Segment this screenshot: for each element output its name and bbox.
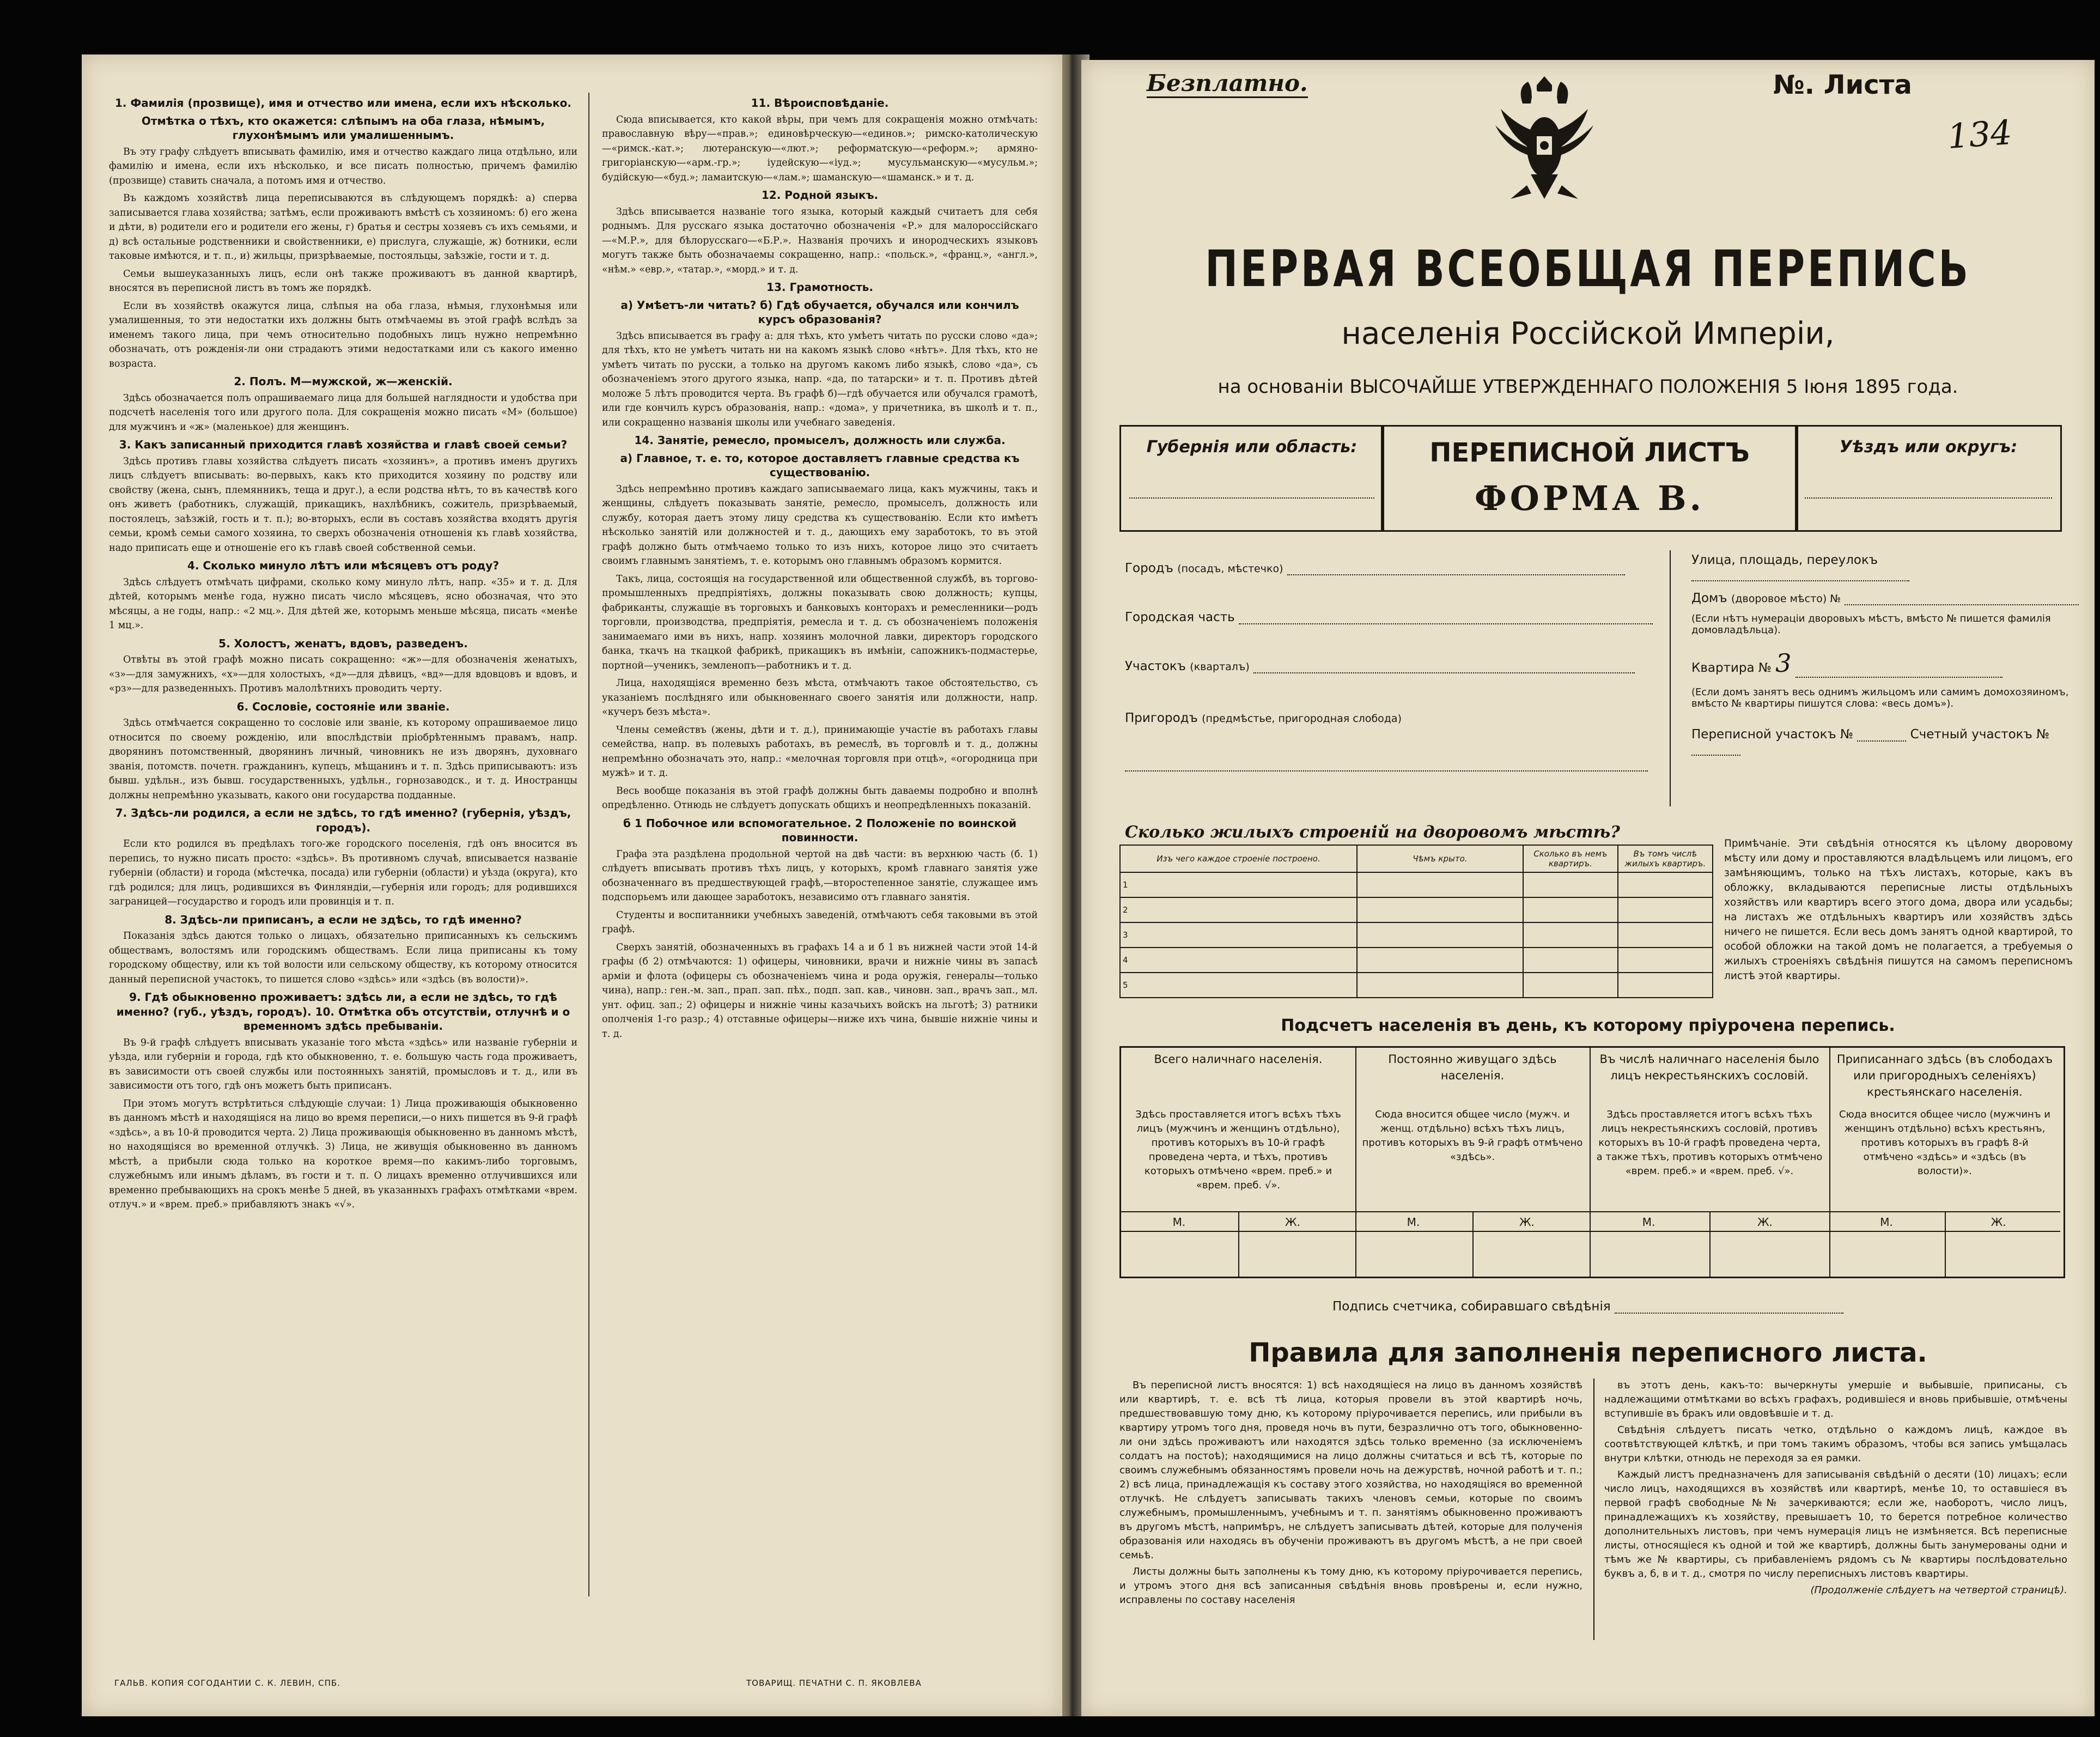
buildings-table-cell[interactable] <box>1357 872 1523 897</box>
instruction-heading: 2. Полъ. М—мужской, ж—женскій. <box>234 375 453 388</box>
male-label: М. <box>1880 1216 1893 1229</box>
census-precinct-field[interactable] <box>1691 727 2095 756</box>
enumerator-signature-line[interactable] <box>1081 1299 2095 1314</box>
population-column-header: Всего наличнаго населенія. <box>1154 1053 1323 1066</box>
city-part-line <box>1239 612 1653 624</box>
male-female-divider <box>1238 1212 1239 1278</box>
instruction-paragraph: Здѣсь вписывается названіе того языка, который каждый считаетъ для себя роднымъ. Для русскаго языка достаточно обозначенія «Р.» для малороссійскаго—«М.Р.», для бѣлорусскаго—«Б.Р.». Названія прочихъ и инородческихъ языковъ могутъ также быть обозначаемы сокращенно, напр.: «польск.», «франц.», «англ.», «нѣм.» «евр.», «татар.», «морд.» и т. д. <box>602 206 1038 275</box>
district-line <box>1805 497 2052 499</box>
signature-label: Подпись счетчика, собиравшаго свѣдѣнія <box>1332 1299 1611 1314</box>
buildings-table-header: Изъ чего каждое строеніе построено. <box>1120 845 1357 872</box>
instruction-paragraph: Весь вообще показанія въ этой графѣ должны быть даваемы подробно и вполнѣ опредѣленно. Отнюдь не слѣдуетъ допускать общихъ и неопредѣленныхъ показаній. <box>602 785 1038 811</box>
instruction-heading: 9. Гдѣ обыкновенно проживаетъ: здѣсь ли, а если не здѣсь, то гдѣ именно? (губ., уѣздъ, городъ). 10. Отмѣтка объ отсутствіи, отлучнѣ и о временномъ здѣсь пребываніи. <box>116 991 570 1033</box>
buildings-table-row <box>1120 948 1713 973</box>
buildings-table-cell[interactable] <box>1523 973 1618 998</box>
instruction-paragraph: Здѣсь слѣдуетъ отмѣчать цифрами, сколько кому минуло лѣтъ, напр. «35» и т. д. Для дѣтей, которымъ менѣе года, нужно писать число мѣсяцевъ, ясно обозначая, что это мѣсяцы, а не годы, напр.: «2 мц.». Для дѣтей же, которымъ меньше мѣсяца, писать «менѣе 1 мц.». <box>109 576 577 631</box>
population-column <box>1829 1048 2060 1277</box>
apartment-value: 3 <box>1775 648 1792 678</box>
rules-paragraph: Каждый листъ предназначенъ для записыванія свѣдѣній о десяти (10) лицахъ; если число лицъ, находящихся въ хозяйствѣ или квартирѣ, менѣе 10, то оставшіеся въ первой графѣ свободные №№ зачеркиваются; если же, наоборотъ, число лицъ, принадлежащихъ къ хозяйству, превышаетъ 10, то берется потребное количество дополнительныхъ листовъ, при чемъ нумерація лицъ не измѣняется. Всѣ переписные листы, относящіеся къ одной и той же квартирѣ, должны быть занумерованы одни и тѣмъ же № квартиры, съ прибавленіемъ рядомъ съ № квартиры послѣдовательно буквъ а, б, в и т. д., смотря по числу переписныхъ листовъ квартиры. <box>1604 1469 2067 1580</box>
house-footnote: (Если нѣтъ нумераціи дворовыхъ мѣстъ, вмѣсто № пишется фамилія домовладѣльца). <box>1691 613 2051 636</box>
male-female-divider <box>1472 1212 1474 1278</box>
population-column <box>1355 1048 1591 1277</box>
instruction-heading: 5. Холостъ, женатъ, вдовъ, разведенъ. <box>218 636 468 650</box>
free-label: Безплатно. <box>1147 70 1308 98</box>
male-female-divider <box>1709 1212 1711 1278</box>
buildings-question: Сколько жилыхъ строеній на дворовомъ мѣстѣ? <box>1125 823 1620 842</box>
male-female-header-rule <box>1829 1231 2060 1232</box>
instruction-paragraph: Лица, находящіяся временно безъ мѣста, отмѣчаютъ такое обстоятельство, съ указаніемъ послѣдняго или обыкновеннаго своего занятія или должности, напр. «кучеръ безъ мѣста». <box>602 678 1038 718</box>
male-female-cells[interactable] <box>1829 1211 2060 1278</box>
population-column <box>1590 1048 1830 1277</box>
buildings-table-row <box>1120 922 1713 948</box>
buildings-table-header: Въ томъ числѣ жилыхъ квартиръ. <box>1618 845 1713 872</box>
instruction-paragraph: Здѣсь непремѣнно противъ каждаго записываемаго лица, какъ мужчины, такъ и женщины, слѣдуетъ показывать занятіе, ремесло, промыселъ, должность или службу, которая даетъ этому лицу средства къ существованію. Если кто имѣетъ нѣсколько занятій или должностей и т. д., дающихъ ему заработокъ, то въ этой графѣ должно быть отмѣчаемо только то изъ нихъ, которое лицо это считаетъ своимъ главнымъ занятіемъ, т. е. которымъ оно главнымъ образомъ кормится. <box>602 483 1038 567</box>
buildings-row-number: 1 <box>1120 872 1357 897</box>
house-line <box>1845 593 2079 605</box>
buildings-table-row <box>1120 897 1713 922</box>
population-column-header: Постоянно живущаго здѣсь населенія. <box>1388 1053 1557 1082</box>
precinct-line <box>1253 661 1635 673</box>
province-line <box>1129 497 1374 499</box>
population-column-text: Сюда вносится общее число (мужчинъ и женщинъ отдѣльно) всѣхъ крестьянъ, противъ которыхъ въ графѣ 8-й отмѣчено «здѣсь» и «здѣсь (въ волости)». <box>1839 1109 2050 1177</box>
instruction-paragraph: Семьи вышеуказанныхъ лицъ, если онѣ также проживаютъ въ данной квартирѣ, вносятся въ переписной листъ въ томъ же порядкѣ. <box>109 268 577 294</box>
buildings-table-cell[interactable] <box>1523 948 1618 973</box>
male-label: М. <box>1642 1216 1655 1229</box>
buildings-table-cell[interactable] <box>1618 897 1713 922</box>
house-note: (дворовое мѣсто) № <box>1731 593 1841 605</box>
city-label: Городъ <box>1125 561 1173 575</box>
population-column-header: Приписаннаго здѣсь (въ слободахъ или пригородныхъ селеніяхъ) крестьянскаго населенія. <box>1836 1053 2053 1098</box>
buildings-table-cell[interactable] <box>1618 948 1713 973</box>
instruction-paragraph: Отвѣты въ этой графѣ можно писать сокращенно: «ж»—для обозначенія женатыхъ, «з»—для замужнихъ, «х»—для холостыхъ, «д»—для дѣвицъ, «вд»—для вдовцовъ и вдовъ, и «рз»—для разведенныхъ. Противъ малолѣтнихъ проводить черту. <box>109 654 577 694</box>
instruction-heading: Отмѣтка о тѣхъ, кто окажется: слѣпымъ на оба глаза, нѣмымъ, глухонѣмымъ или умалишеннымъ. <box>141 114 545 142</box>
house-field[interactable] <box>1691 591 2079 605</box>
buildings-table-cell[interactable] <box>1357 948 1523 973</box>
buildings-table-cell[interactable] <box>1618 872 1713 897</box>
province-field[interactable] <box>1119 425 1384 532</box>
male-female-divider <box>1945 1212 1946 1278</box>
suburb-label: Пригородъ <box>1125 711 1198 725</box>
buildings-table-header: Сколько въ немъ квартиръ. <box>1523 845 1618 872</box>
district-label: Уѣздъ или округъ: <box>1839 438 2018 457</box>
apartment-label: Квартира № <box>1691 661 1772 675</box>
buildings-table-cell[interactable] <box>1523 897 1618 922</box>
left-page <box>82 54 1062 1716</box>
buildings-table-row <box>1120 973 1713 998</box>
female-label: Ж. <box>1757 1216 1773 1229</box>
male-label: М. <box>1172 1216 1186 1229</box>
suburb-field[interactable] <box>1125 711 1402 725</box>
instruction-paragraph: Въ 9-й графѣ слѣдуетъ вписывать указаніе того мѣста «здѣсь» или названіе губерніи и уѣзда, или губерніи и города, гдѣ кто обыкновенно, т. е. большую часть года проживаетъ, въ зависимости отъ своей службы или постоянныхъ занятій, промысловъ и т. д., или въ зависимости отъ того, гдѣ онъ можетъ быть приписанъ. <box>109 1037 577 1091</box>
buildings-table <box>1119 845 1713 998</box>
rules-paragraph: въ этотъ день, какъ-то: вычеркнуты умершіе и выбывшіе, приписаны, съ надлежащими отмѣтками во всѣхъ графахъ, родившіеся и вновь прибывшіе, отмѣчены вступившіе въ бракъ или овдовѣвшіе и т. д. <box>1604 1380 2067 1419</box>
buildings-table-cell[interactable] <box>1523 872 1618 897</box>
buildings-table-header: Чѣмъ крыто. <box>1357 845 1523 872</box>
precinct-field[interactable] <box>1125 659 1635 673</box>
rules-paragraph: Свѣдѣнія слѣдуетъ писать четко, отдѣльно о каждомъ лицѣ, каждое въ соотвѣтствующей клѣткѣ, и при томъ такимъ образомъ, чтобы вся запись умѣщалась внутри клѣтки, отнюдь не переходя за ея рамки. <box>1604 1424 2067 1464</box>
district-field[interactable] <box>1795 425 2062 532</box>
male-female-header-rule <box>1355 1231 1590 1232</box>
instruction-paragraph: Такъ, лица, состоящія на государственной или общественной службѣ, въ торгово-промышленныхъ предпріятіяхъ, должны показывать свою должность; купцы, фабриканты, служащіе въ торговыхъ и банковыхъ конторахъ и ремесленники—родъ торговли, производства, предпріятія, ремесла и т. д. съ обозначеніемъ положенія занимаемаго ими въ нихъ, напр. хозяинъ молочной лавки, директоръ городского банка, ткачъ на ткацкой фабрикѣ, прикащикъ въ имѣніи, сапожникъ-подмастерье, портной—ученикъ, земленопъ—работникъ и т. д. <box>602 573 1038 671</box>
male-female-cells[interactable] <box>1121 1211 1355 1278</box>
buildings-table-cell[interactable] <box>1618 922 1713 948</box>
column-divider <box>588 93 589 1596</box>
city-line <box>1287 563 1625 575</box>
instruction-paragraph: Студенты и воспитанники учебныхъ заведеній, отмѣчаютъ себя таковыми въ этой графѣ. <box>602 909 1038 935</box>
imprint-left: ГАЛЬВ. КОПИЯ СОГОДАНТИИ С. К. ЛЕВИН, СПБ. <box>114 1678 340 1688</box>
house-label: Домъ <box>1691 591 1727 605</box>
male-female-header-rule <box>1121 1231 1355 1232</box>
apartment-footnote: (Если домъ занятъ весь однимъ жильцомъ или самимъ домохозяиномъ, вмѣсто № квартиры пишутся слова: «весь домъ»). <box>1691 687 2069 709</box>
signature-line <box>1615 1302 1843 1314</box>
form-header-box <box>1119 425 2062 529</box>
instruction-heading: а) Главное, т. е. то, которое доставляетъ главные средства къ существованію. <box>620 451 1020 479</box>
buildings-row-number: 4 <box>1120 948 1357 973</box>
instruction-paragraph: Показанія здѣсь даются только о лицахъ, обязательно приписанныхъ къ сельскимъ обществамъ, волостямъ или городскимъ обществамъ. Если лица приписаны къ тому городскому обществу, или къ той волости или сельскому обществу, къ которому относится данный переписной участокъ, то пишется слово «здѣсь» или «здѣсь (въ волости)». <box>109 931 577 985</box>
instruction-paragraph: Въ каждомъ хозяйствѣ лица переписываются въ слѣдующемъ порядкѣ: а) сперва записывается глава хозяйства; затѣмъ, если проживаютъ вмѣстѣ съ хозяиномъ: б) его жена и дѣти, в) родители его и родители его жены, г) братья и сестры хозяевъ съ ихъ семьями, и д) всѣ остальные родственники и свойственники, е) прислуга, служащіе, ж) ботники, если таковые имѣются, и т. п., и) жильцы, призрѣваемые, постояльцы, заѣзжіе, гости и т. д. <box>109 193 577 262</box>
suburb-note: (предмѣстье, пригородная слобода) <box>1202 713 1402 725</box>
city-note: (посадъ, мѣстечко) <box>1177 563 1283 575</box>
handwritten-sheet-number: 134 <box>1946 112 2013 157</box>
instruction-paragraph: Здѣсь обозначается полъ опрашиваемаго лица для большей наглядности и удобства при подсчетѣ населенія того или другого пола. Для сокращенія можно писать «М» (большое) для мужчинъ и «ж» (маленькое) для женщинъ. <box>109 392 577 433</box>
instruction-heading: 6. Сословіе, состояніе или званіе. <box>236 700 450 713</box>
buildings-table-cell[interactable] <box>1357 922 1523 948</box>
population-column-header: Въ числѣ наличнаго населенія было лицъ некрестьянскихъ сословій. <box>1599 1053 1819 1082</box>
apartment-field[interactable] <box>1691 648 2002 678</box>
instruction-heading: 12. Родной языкъ. <box>761 189 879 202</box>
buildings-table-row <box>1120 872 1713 897</box>
female-label: Ж. <box>1991 1216 2006 1229</box>
buildings-row-number: 5 <box>1120 973 1357 998</box>
female-label: Ж. <box>1285 1216 1300 1229</box>
imprint-right: ТОВАРИЩ. ПЕЧАТНИ С. П. ЯКОВЛЕВА <box>746 1678 922 1688</box>
population-column-text: Сюда вносится общее число (мужч. и женщ. отдѣльно) всѣхъ тѣхъ лицъ, противъ которыхъ въ 9-й графѣ отмѣчено «здѣсь». <box>1362 1109 1583 1163</box>
precinct-label: Участокъ <box>1125 659 1186 673</box>
rules-divider <box>1593 1378 1594 1640</box>
census-list-form-box <box>1381 425 1798 532</box>
buildings-note: Примѣчаніе. Эти свѣдѣнія относятся къ цѣлому дворовому мѣсту или дому и проставляются владѣльцемъ или лицомъ, его замѣняющимъ, только на тѣхъ листахъ, которые, какъ въ обложку, вкладываются переписные листы отдѣльныхъ хозяйствъ или квартиръ всего этого дома, двора или усадьбы; на листахъ же отдѣльныхъ квартиръ или хозяйствъ здѣсь ничего не пишется. Если весь домъ занятъ одной квартирой, то особой обложки на такой домъ не полагается, а требуемыя о жилыхъ строеніяхъ свѣдѣнія пишутся на самомъ переписномъ листѣ этой квартиры. <box>1724 838 2073 982</box>
buildings-table-cell[interactable] <box>1523 922 1618 948</box>
street-label: Улица, площадь, переулокъ <box>1691 553 1878 567</box>
instruction-heading: а) Умѣетъ-ли читать? б) Гдѣ обучается, обучался или кончилъ курсъ образованія? <box>620 298 1019 326</box>
instruction-paragraph: Сюда вписывается, кто какой вѣры, при чемъ для сокращенія можно отмѣчать: православную вѣру—«прав.»; единовѣрческую—«единов.»; римско-католическую—«римск.-кат.»; лютеранскую—«лют.»; реформатскую—«реформ.»; армяно-григоріанскую—«арм.-гр.»; іудейскую—«іуд.»; мусульманскую—«мусульм.»; будійскую—«буд.»; ламаитскую—«лам.»; шаманскую—«шаманск.» и т. д. <box>602 114 1038 183</box>
street-line <box>1691 569 1909 581</box>
province-label: Губернія или область: <box>1146 438 1358 457</box>
counting-precinct-label: Счетный участокъ № <box>1910 727 2050 742</box>
census-subtitle: населенія Россійской Имперіи, <box>1341 316 1835 351</box>
population-count-table <box>1119 1046 2065 1278</box>
census-list-title: ПЕРЕПИСНОЙ ЛИСТЪ <box>1429 438 1750 468</box>
buildings-row-number: 3 <box>1120 922 1357 948</box>
instruction-heading: 7. Здѣсь-ли родился, а если не здѣсь, то гдѣ именно? (губернія, уѣздъ, городъ). <box>115 806 571 834</box>
population-column-text: Здѣсь проставляется итогъ всѣхъ тѣхъ лицъ (мужчинъ и женщинъ отдѣльно), противъ которыхъ въ 10-й графѣ проведена черта, и тѣхъ, противъ которыхъ отмѣчено «врем. преб.» и «врем. преб. √». <box>1135 1109 1341 1191</box>
instruction-heading: 1. Фамилія (прозвище), имя и отчество или имена, если ихъ нѣсколько. <box>114 96 572 110</box>
instructions-column-2 <box>602 93 1038 1044</box>
rules-column-2 <box>1604 1378 2067 1600</box>
street-field[interactable] <box>1691 553 2095 581</box>
address-divider <box>1670 550 1671 806</box>
buildings-table-cell[interactable] <box>1357 897 1523 922</box>
instruction-heading: 3. Какъ записанный приходится главѣ хозяйства и главѣ своей семьи? <box>119 438 568 451</box>
double-headed-eagle-emblem <box>1484 71 1604 207</box>
instruction-paragraph: Въ эту графу слѣдуетъ вписывать фамилію, имя и отчество каждаго лица отдѣльно, или фамилію и имена, если ихъ нѣсколько, и все писать полностью, причемъ фамилію (прозвище) ставить сначала, а потомъ имя и отчество. <box>109 146 577 186</box>
city-part-label: Городская часть <box>1125 610 1235 624</box>
form-b-title: ФОРМА В. <box>1474 478 1705 518</box>
instruction-heading: 8. Здѣсь-ли приписанъ, а если не здѣсь, то гдѣ именно? <box>165 913 522 926</box>
rules-paragraph: (Продолженіе слѣдуетъ на четвертой страницѣ). <box>1810 1584 2067 1596</box>
male-female-header-rule <box>1590 1231 1829 1232</box>
instruction-paragraph: Если кто родился въ предѣлахъ того-же городского поселенія, гдѣ онъ вносится въ перепись, то нужно писать просто: «здѣсь». Въ противномъ случаѣ, вписывается названіе губерніи (области) и города (мѣстечка, посада) или губерніи (области) и уѣзда (округа), кто гдѣ родился; для лицъ, родившихся въ Финляндіи,—губернія или городъ; для родившихся заграницей—государство и городъ или провинція и т. п. <box>109 839 577 907</box>
instruction-paragraph: Члены семействъ (жены, дѣти и т. д.), принимающіе участіе въ работахъ главы семейства, напр. въ полевыхъ работахъ, въ ремеслѣ, въ торговлѣ и т. д., должны непремѣнно обозначать это, напр.: «мелочная торговля при отцѣ», «огородница при мужѣ» и т. д. <box>602 724 1038 779</box>
instruction-heading: 14. Занятіе, ремесло, промыселъ, должность или служба. <box>634 434 1006 447</box>
instruction-heading: б 1 Побочное или вспомогательное. 2 Положеніе по воинской повинности. <box>623 816 1017 844</box>
right-page <box>1081 60 2095 1716</box>
population-count-title: Подсчетъ населенія въ день, къ которому пріурочена перепись. <box>1281 1016 1895 1035</box>
male-label: М. <box>1407 1216 1420 1229</box>
instruction-paragraph: Сверхъ занятій, обозначенныхъ въ графахъ 14 а и б 1 въ нижней части этой 14-й графы (б 2) отмѣчаются: 1) офицеры, чиновники, врачи и нижніе чины въ запасѣ арміи и флота (офицеры съ обозначеніемъ чина и рода оружія, генералы—только чина), напр.: ген.-м. зап., прап. зап. пѣх., подп. зап. кав., чиновн. зап., врачъ зап., мл. унт. офиц. зап.; 2) офицеры и нижніе чины казачьихъ войскъ на льготѣ; 3) ратники ополченія 1-го разр.; 4) отставные офицеры—ниже ихъ чина, бывшіе нижніе чины и т. д. <box>602 942 1038 1040</box>
instruction-heading: 11. Вѣроисповѣданіе. <box>751 96 889 110</box>
counting-precinct-line <box>1691 744 1740 756</box>
precinct-note: (кварталъ) <box>1190 661 1250 673</box>
instruction-paragraph: Если въ хозяйствѣ окажутся лица, слѣпыя на оба глаза, нѣмыя, глухонѣмыя или умалишенныя, то эти недостатки ихъ должны быть отмѣчаемы въ этой графѣ вслѣдъ за именемъ такого лица, при чемъ относительно подобныхъ лицъ нужно непремѣнно обозначать, отъ рожденія-ли они страдаютъ этими недостатками или съ какого именно возраста. <box>109 300 577 369</box>
buildings-table-cell[interactable] <box>1618 973 1713 998</box>
population-column-text: Здѣсь проставляется итогъ всѣхъ тѣхъ лицъ некрестьянскихъ сословій, противъ которыхъ въ 10-й графѣ проведена черта, а также тѣхъ, противъ которыхъ отмѣчено «врем. преб.» и «врем. преб. √». <box>1596 1109 1823 1177</box>
rules-paragraph: Листы должны быть заполнены къ тому дню, къ которому пріурочивается перепись, и утромъ этого дня всѣ записанныя свѣдѣнія вновь провѣрены и, если нужно, исправлены по составу населенія <box>1119 1566 1582 1606</box>
buildings-table-cell[interactable] <box>1357 973 1523 998</box>
rules-column-1 <box>1119 1378 1582 1610</box>
female-label: Ж. <box>1519 1216 1535 1229</box>
instruction-heading: 4. Сколько минуло лѣтъ или мѣсяцевъ отъ роду? <box>187 559 500 572</box>
census-title: ПЕРВАЯ ВСЕОБЩАЯ ПЕРЕПИСЬ <box>1205 240 1971 298</box>
rules-title: Правила для заполненія переписного листа. <box>1249 1338 1927 1368</box>
instruction-paragraph: При этомъ могутъ встрѣтиться слѣдующіе случаи: 1) Лица проживающія обыкновенно въ данномъ мѣстѣ и находящіяся на лицо во время переписи,—о нихъ пишется въ 9-й графѣ «здѣсь», а въ 10-й проводится черта. 2) Лица проживающія обыкновенно въ данномъ мѣстѣ, но находящіяся во временной отлучкѣ. 3) Лица, не живущія обыкновенно въ данномъ мѣстѣ, а прибыли сюда только на короткое время—по какимъ-либо торговымъ, служебнымъ или инымъ дѣламъ, въ гости и т. п. О лицахъ временно отлучившихся или временно пребывающихъ на срокъ менѣе 5 дней, въ указанныхъ графахъ отмѣтками «врем. отлуч.» и «врем. преб.» прибавляютъ знакъ «√». <box>109 1098 577 1210</box>
census-precinct-line <box>1857 730 1906 742</box>
census-precinct-label: Переписной участокъ № <box>1691 727 1853 742</box>
male-female-cells[interactable] <box>1355 1211 1590 1278</box>
suburb-line-row <box>1125 757 1648 772</box>
instruction-paragraph: Здѣсь вписывается въ графу а: для тѣхъ, кто умѣетъ читать по русски слово «да»; для тѣхъ, кто не умѣетъ читать ни на какомъ языкѣ слово «нѣтъ». Для тѣхъ, кто не умѣетъ читать по русски, а только на другомъ какомъ либо языкѣ, слово «да», съ обозначеніемъ этого другого языка, напр. «да, по татарски» и т. п. Противъ дѣтей моложе 5 лѣтъ проводится черта. Въ графѣ б)—гдѣ обучается или обучался грамотѣ, или где кончилъ курсъ образованія, напр.: «дома», у причетника, въ школѣ и т. п., или сокращенно названія школы или учебнаго заведенія. <box>602 330 1038 428</box>
instruction-paragraph: Графа эта раздѣлена продольной чертой на двѣ части: въ верхнюю часть (б. 1) слѣдуетъ вписывать противъ тѣхъ лицъ, у которыхъ, кромѣ главнаго занятія уже обозначеннаго въ предшествующей графѣ,—второстепенное занятіе, служащее имъ подспорьемъ или дающее заработокъ, независимо отъ главнаго занятія. <box>602 848 1038 903</box>
instruction-heading: 13. Грамотность. <box>766 281 873 294</box>
apartment-line <box>1795 666 2002 678</box>
buildings-row-number: 2 <box>1120 897 1357 922</box>
instruction-paragraph: Здѣсь отмѣчается сокращенно то сословіе или званіе, къ которому опрашиваемое лицо относится по своему рожденію, или впослѣдствіи пріобрѣтеннымъ правамъ, напр. дворянинъ потомственный, дворянинъ личный, чиновникъ не изъ дворянъ, духовнаго званія, потомств. почетн. гражданинъ, купецъ, мѣщанинъ и т. п. Здѣсь приписываютъ: изъ бывш. удѣльн., изъ бывш. государственныхъ, удѣльн., горнозаводск., и т. д. Иностранцы должны непремѣнно указывать, какого они государства подданные. <box>109 718 577 801</box>
suburb-line <box>1125 760 1648 772</box>
city-part-field[interactable] <box>1125 610 1653 624</box>
male-female-cells[interactable] <box>1590 1211 1829 1278</box>
city-field[interactable] <box>1125 561 1625 575</box>
instruction-paragraph: Здѣсь противъ главы хозяйства слѣдуетъ писать «хозяинъ», а противъ именъ другихъ лицъ слѣдуетъ вписывать: во-первыхъ, какъ кто приходится хозяину по родству или свойству (жена, сынъ, племянникъ, теща и друг.), а если родства нѣтъ, то въ качествѣ кого онъ живетъ (работникъ, служащій, прикащикъ, нахлѣбникъ, сожитель, призрѣваемый, постоялецъ, заѣзжій, гость и т. п.); во-вторыхъ, если въ составъ хозяйства входятъ другія семьи, кромѣ семьи самого хозяина, то сверхъ обозначенія отношенія къ главѣ хозяйства, надо приписать еще и отношеніе его къ главѣ своей собственной семьи. <box>109 455 577 554</box>
instructions-column-1 <box>109 93 577 1216</box>
census-basis: на основаніи ВЫСОЧАЙШЕ УТВЕРЖДЕННАГО ПОЛОЖЕНІЯ 5 Іюня 1895 года. <box>1218 376 1958 398</box>
sheet-number-label: №. Листа <box>1773 70 1912 100</box>
population-column <box>1121 1048 1356 1277</box>
rules-paragraph: Въ переписной листъ вносятся: 1) всѣ находящіеся на лицо въ данномъ хозяйствѣ или квартирѣ, т. е. всѣ тѣ лица, которыя провели въ этой квартирѣ ночь, предшествовавшую тому дню, къ которому пріурочивается перепись, или прибыли въ квартиру утромъ того дня, проведя ночь въ пути, безразлично отъ того, обыкновенно-ли они здѣсь проживаютъ или находятся здѣсь только временно (за исключеніемъ солдатъ на постоѣ); находящимися на лицо должны считаться и всѣ тѣ, которые по своимъ служебнымъ обязанностямъ провели ночь на дежурствѣ, ночной работѣ и т. п.; 2) всѣ лица, принадлежащія къ составу этого хозяйства, но находящіяся во временной отлучкѣ. Не слѣдуетъ записывать такихъ членовъ семьи, которые по своимъ служебнымъ, промышленнымъ, учебнымъ и т. п. занятіямъ обыкновенно проживаютъ въ другомъ мѣстѣ, напримѣръ, не слѣдуетъ записывать дѣтей, которые для полученія образованія или находясь въ обученіи проживаютъ въ другомъ мѣстѣ, а не при своей семьѣ. <box>1119 1380 1582 1561</box>
